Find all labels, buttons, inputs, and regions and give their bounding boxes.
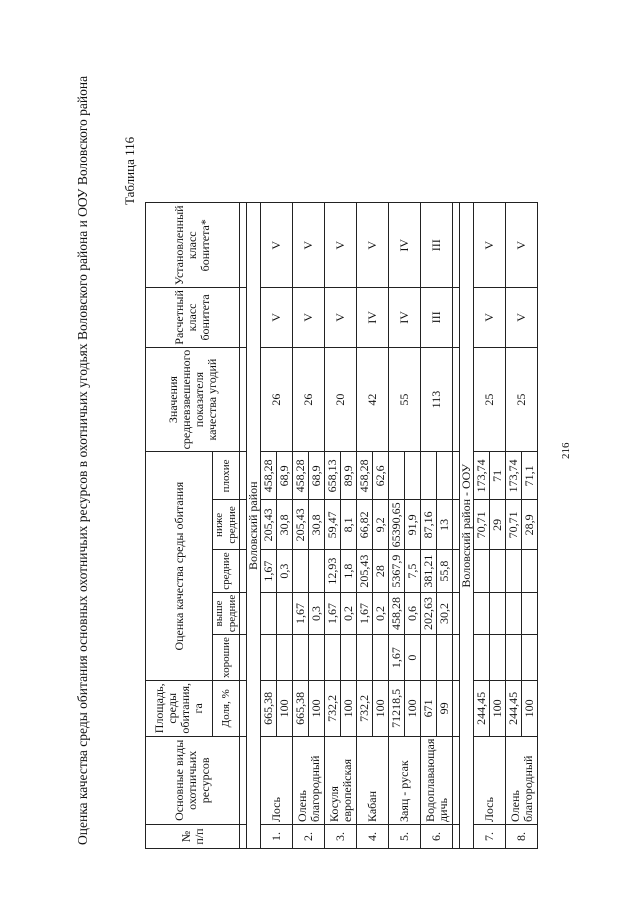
q5-share: 62,6 bbox=[373, 452, 389, 500]
q5-share: 68,9 bbox=[309, 452, 325, 500]
q2-area bbox=[474, 592, 490, 634]
area-value: 732,2 bbox=[357, 681, 373, 737]
q3-area: 205,43 bbox=[357, 550, 373, 592]
empty-cell bbox=[453, 203, 460, 288]
share-value: 100 bbox=[490, 681, 506, 737]
header-set-class: Установленный класс бонитета* bbox=[146, 203, 240, 288]
q3-area: 1,67 bbox=[261, 550, 277, 592]
q1-share bbox=[277, 635, 293, 681]
q1-share bbox=[437, 635, 453, 681]
q3-area: 381,21 bbox=[421, 550, 437, 592]
q3-share bbox=[522, 550, 538, 592]
q2-share: 0,6 bbox=[405, 592, 421, 634]
q2-area: 1,67 bbox=[325, 592, 341, 634]
table-row bbox=[506, 203, 522, 849]
weighted-value: 26 bbox=[261, 347, 293, 452]
calc-class: IV bbox=[357, 288, 389, 348]
section-title: Воловский район bbox=[247, 203, 261, 849]
species-name: Лось bbox=[474, 736, 506, 824]
table-row bbox=[293, 203, 309, 849]
q1-area bbox=[261, 635, 277, 681]
q4-share: 30,8 bbox=[309, 500, 325, 550]
table-row bbox=[261, 203, 277, 849]
table-row bbox=[389, 203, 405, 849]
q2-area: 458,28 bbox=[389, 592, 405, 634]
header-species: Основные виды охотничьих ресурсов bbox=[146, 736, 240, 824]
q1-area bbox=[357, 635, 373, 681]
weighted-value: 25 bbox=[506, 347, 538, 452]
q3-area bbox=[474, 550, 490, 592]
q2-area: 1,67 bbox=[293, 592, 309, 634]
share-value: 100 bbox=[277, 681, 293, 737]
calc-class: V bbox=[506, 288, 538, 348]
q1-area: 1,67 bbox=[389, 635, 405, 681]
q5-area: 458,28 bbox=[293, 452, 309, 500]
header-q2: выше средние bbox=[213, 592, 240, 634]
q3-share: 7,5 bbox=[405, 550, 421, 592]
empty-cell bbox=[453, 681, 460, 737]
q3-area bbox=[293, 550, 309, 592]
row-number: 4. bbox=[357, 825, 389, 849]
set-class: V bbox=[325, 203, 357, 288]
table-label: Таблица 116 bbox=[122, 136, 137, 205]
set-class: III bbox=[421, 203, 453, 288]
header-area: Площадь, среды обитания, га bbox=[146, 681, 213, 737]
q3-area: 5367,9 bbox=[389, 550, 405, 592]
empty-cell bbox=[240, 681, 247, 737]
q5-area: 458,28 bbox=[261, 452, 277, 500]
weighted-value: 55 bbox=[389, 347, 421, 452]
area-value: 671 bbox=[421, 681, 437, 737]
section-row bbox=[460, 203, 474, 849]
header-q5: плохие bbox=[213, 452, 240, 500]
q2-area: 202,63 bbox=[421, 592, 437, 634]
q2-share: 0,3 bbox=[309, 592, 325, 634]
q4-share: 8,1 bbox=[341, 500, 357, 550]
share-value: 100 bbox=[373, 681, 389, 737]
calc-class: III bbox=[421, 288, 453, 348]
q4-share: 29 bbox=[490, 500, 506, 550]
q4-share: 91,9 bbox=[405, 500, 421, 550]
set-class: V bbox=[293, 203, 325, 288]
q2-share: 30,2 bbox=[437, 592, 453, 634]
q2-share: 0,2 bbox=[341, 592, 357, 634]
q3-share: 1,8 bbox=[341, 550, 357, 592]
row-number: 8. bbox=[506, 825, 538, 849]
q4-area: 65390,65 bbox=[389, 500, 405, 550]
area-value: 71218,5 bbox=[389, 681, 405, 737]
empty-cell bbox=[453, 347, 460, 452]
area-value: 244,45 bbox=[474, 681, 490, 737]
q3-share bbox=[309, 550, 325, 592]
row-number: 6. bbox=[421, 825, 453, 849]
empty-cell bbox=[240, 635, 247, 681]
q3-share: 55,8 bbox=[437, 550, 453, 592]
area-value: 665,38 bbox=[293, 681, 309, 737]
section-row bbox=[247, 203, 261, 849]
set-class: V bbox=[261, 203, 293, 288]
empty-cell bbox=[240, 347, 247, 452]
row-number: 3. bbox=[325, 825, 357, 849]
section-title: Воловский район - ООУ bbox=[460, 203, 474, 849]
calc-class: V bbox=[261, 288, 293, 348]
q5-share: 89,9 bbox=[341, 452, 357, 500]
q3-share: 0,3 bbox=[277, 550, 293, 592]
area-value: 244,45 bbox=[506, 681, 522, 737]
q2-share bbox=[277, 592, 293, 634]
header-row-1 bbox=[146, 203, 213, 849]
q1-area bbox=[421, 635, 437, 681]
q5-area: 458,28 bbox=[357, 452, 373, 500]
empty-cell bbox=[453, 288, 460, 348]
table-row bbox=[357, 203, 373, 849]
species-name: Лось bbox=[261, 736, 293, 824]
q3-share bbox=[490, 550, 506, 592]
q4-area: 205,43 bbox=[261, 500, 277, 550]
q1-area bbox=[325, 635, 341, 681]
empty-cell bbox=[453, 825, 460, 849]
q5-share: 71 bbox=[490, 452, 506, 500]
q4-area: 70,71 bbox=[474, 500, 490, 550]
q2-area bbox=[261, 592, 277, 634]
area-value: 732,2 bbox=[325, 681, 341, 737]
q4-area: 66,82 bbox=[357, 500, 373, 550]
species-name: Водоплавающая дичь bbox=[421, 736, 453, 824]
species-name: Косуля европейская bbox=[325, 736, 357, 824]
share-value: 100 bbox=[405, 681, 421, 737]
set-class: V bbox=[506, 203, 538, 288]
calc-class: V bbox=[293, 288, 325, 348]
set-class: IV bbox=[389, 203, 421, 288]
share-value: 99 bbox=[437, 681, 453, 737]
q3-share: 28 bbox=[373, 550, 389, 592]
document-title: Оценка качества среды обитания основных охотничьих ресурсов в охотничьих угодьях Воловского района и ООУ Воловского района bbox=[75, 75, 90, 845]
q5-area bbox=[389, 452, 405, 500]
species-name: Кабан bbox=[357, 736, 389, 824]
weighted-value: 113 bbox=[421, 347, 453, 452]
q2-area: 1,67 bbox=[357, 592, 373, 634]
header-q4: ниже средние bbox=[213, 500, 240, 550]
header-calc-class: Расчетный класс бонитета bbox=[146, 288, 240, 348]
q2-share: 0,2 bbox=[373, 592, 389, 634]
empty-cell bbox=[240, 736, 247, 824]
q2-area bbox=[506, 592, 522, 634]
species-name: Олень благородный bbox=[506, 736, 538, 824]
header-num: № п/п bbox=[146, 825, 240, 849]
q3-area: 12,93 bbox=[325, 550, 341, 592]
q4-area: 70,71 bbox=[506, 500, 522, 550]
empty-cell bbox=[453, 592, 460, 634]
row-number: 2. bbox=[293, 825, 325, 849]
q4-share: 30,8 bbox=[277, 500, 293, 550]
weighted-value: 20 bbox=[325, 347, 357, 452]
species-name: Олень благородный bbox=[293, 736, 325, 824]
q2-share bbox=[522, 592, 538, 634]
share-value: 100 bbox=[309, 681, 325, 737]
share-value: 100 bbox=[522, 681, 538, 737]
weighted-value: 42 bbox=[357, 347, 389, 452]
row-number: 7. bbox=[474, 825, 506, 849]
weighted-value: 25 bbox=[474, 347, 506, 452]
set-class: V bbox=[474, 203, 506, 288]
quality-table bbox=[145, 202, 538, 849]
q4-area: 205,43 bbox=[293, 500, 309, 550]
q1-share bbox=[490, 635, 506, 681]
q1-area bbox=[293, 635, 309, 681]
set-class: V bbox=[357, 203, 389, 288]
calc-class: IV bbox=[389, 288, 421, 348]
q5-share: 68,9 bbox=[277, 452, 293, 500]
q2-share bbox=[490, 592, 506, 634]
empty-cell bbox=[240, 592, 247, 634]
empty-cell bbox=[453, 736, 460, 824]
header-weighted: Значения средневзвешенного показателя качества угодий bbox=[146, 347, 240, 452]
share-value: 100 bbox=[341, 681, 357, 737]
area-value: 665,38 bbox=[261, 681, 277, 737]
calc-class: V bbox=[325, 288, 357, 348]
q3-area bbox=[506, 550, 522, 592]
table-row bbox=[325, 203, 341, 849]
calc-class: V bbox=[474, 288, 506, 348]
species-name: Заяц - русак bbox=[389, 736, 421, 824]
q4-share: 13 bbox=[437, 500, 453, 550]
q4-area: 87,16 bbox=[421, 500, 437, 550]
q5-share bbox=[405, 452, 421, 500]
q5-share: 71,1 bbox=[522, 452, 538, 500]
empty-cell bbox=[453, 635, 460, 681]
q1-share bbox=[341, 635, 357, 681]
q5-area: 173,74 bbox=[474, 452, 490, 500]
q1-area bbox=[474, 635, 490, 681]
q5-area bbox=[421, 452, 437, 500]
q4-share: 9,2 bbox=[373, 500, 389, 550]
table-row bbox=[474, 203, 490, 849]
header-share: Доля, % bbox=[213, 681, 240, 737]
q5-area: 658,13 bbox=[325, 452, 341, 500]
q4-share: 28,9 bbox=[522, 500, 538, 550]
row-number: 5. bbox=[389, 825, 421, 849]
header-q1: хорошие bbox=[213, 635, 240, 681]
q1-share bbox=[522, 635, 538, 681]
table-row bbox=[421, 203, 437, 849]
empty-cell bbox=[240, 825, 247, 849]
page-number: 216 bbox=[560, 442, 572, 459]
header-q3: средние bbox=[213, 550, 240, 592]
row-number: 1. bbox=[261, 825, 293, 849]
q1-share bbox=[373, 635, 389, 681]
q5-share bbox=[437, 452, 453, 500]
header-quality: Оценка качества среды обитания bbox=[146, 452, 213, 681]
empty-cell bbox=[240, 203, 247, 288]
weighted-value: 26 bbox=[293, 347, 325, 452]
empty-cell bbox=[240, 288, 247, 348]
q1-share: 0 bbox=[405, 635, 421, 681]
q4-area: 59,47 bbox=[325, 500, 341, 550]
q1-share bbox=[309, 635, 325, 681]
q1-area bbox=[506, 635, 522, 681]
q5-area: 173,74 bbox=[506, 452, 522, 500]
